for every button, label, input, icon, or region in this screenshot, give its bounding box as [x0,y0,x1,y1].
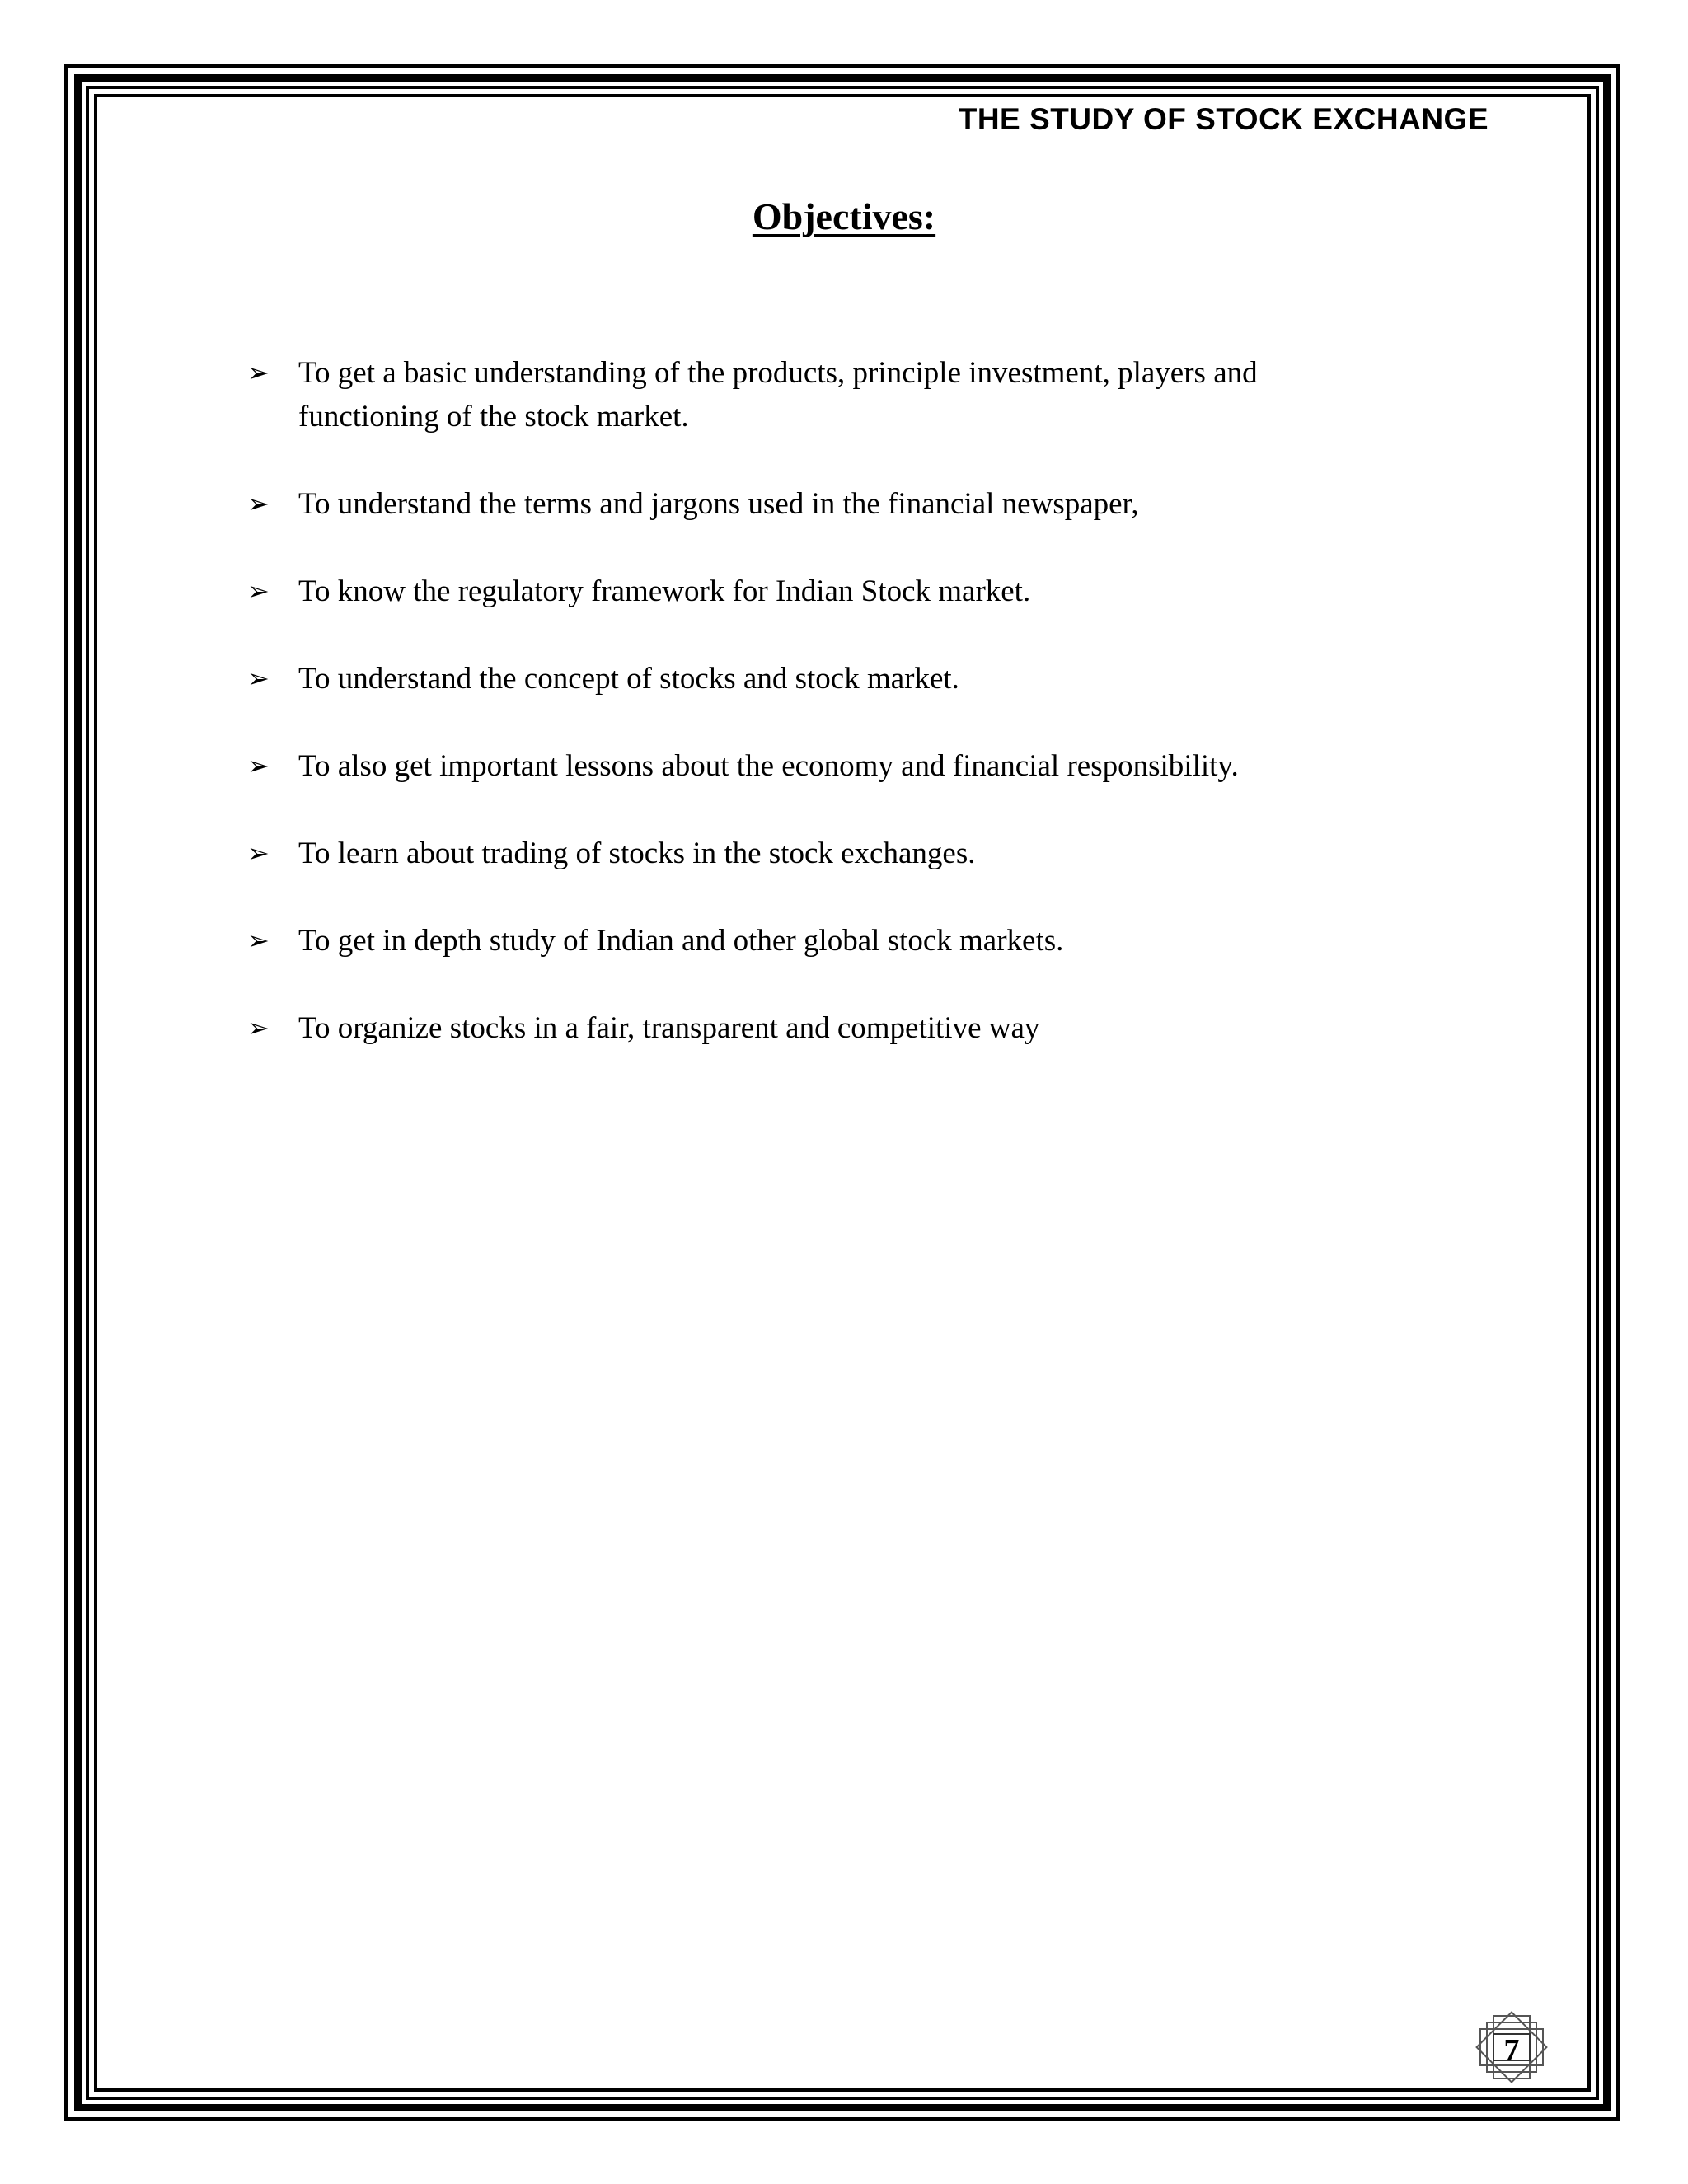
list-item-text: To learn about trading of stocks in the stock exchanges. [298,837,976,870]
arrow-bullet-icon: ➢ [247,357,270,388]
list-item-text: To also get important lessons about the economy and financial responsibility. [298,749,1239,783]
list-item-text: To get in depth study of Indian and other global stock markets. [298,924,1064,958]
list-item-text: To understand the terms and jargons used in the financial newspaper, [298,487,1139,521]
arrow-bullet-icon: ➢ [247,575,270,607]
page-number: 7 [1503,2033,1520,2068]
arrow-bullet-icon: ➢ [247,925,270,956]
running-header: THE STUDY OF STOCK EXCHANGE [958,102,1489,136]
list-item-text: To organize stocks in a fair, transparent and competitive way [298,1011,1040,1045]
list-item [247,569,1343,613]
arrow-bullet-icon: ➢ [247,663,270,694]
page-title [0,194,1688,238]
list-item [247,351,1343,438]
list-item [247,919,1343,963]
page-title-text: Objectives: [752,195,936,237]
arrow-bullet-icon: ➢ [247,837,270,869]
arrow-bullet-icon: ➢ [247,488,270,519]
list-item [247,657,1343,701]
list-item-text: To get a basic understanding of the products, principle investment, players and functioning of the stock market. [298,356,1258,434]
list-item [247,1006,1343,1050]
list-item-text: To understand the concept of stocks and stock market. [298,662,959,696]
arrow-bullet-icon: ➢ [247,1012,270,1043]
list-item [247,744,1343,788]
arrow-bullet-icon: ➢ [247,750,270,781]
objectives-list [247,351,1343,1094]
list-item [247,832,1343,875]
list-item-text: To know the regulatory framework for Indian Stock market. [298,574,1031,608]
list-item [247,482,1343,526]
